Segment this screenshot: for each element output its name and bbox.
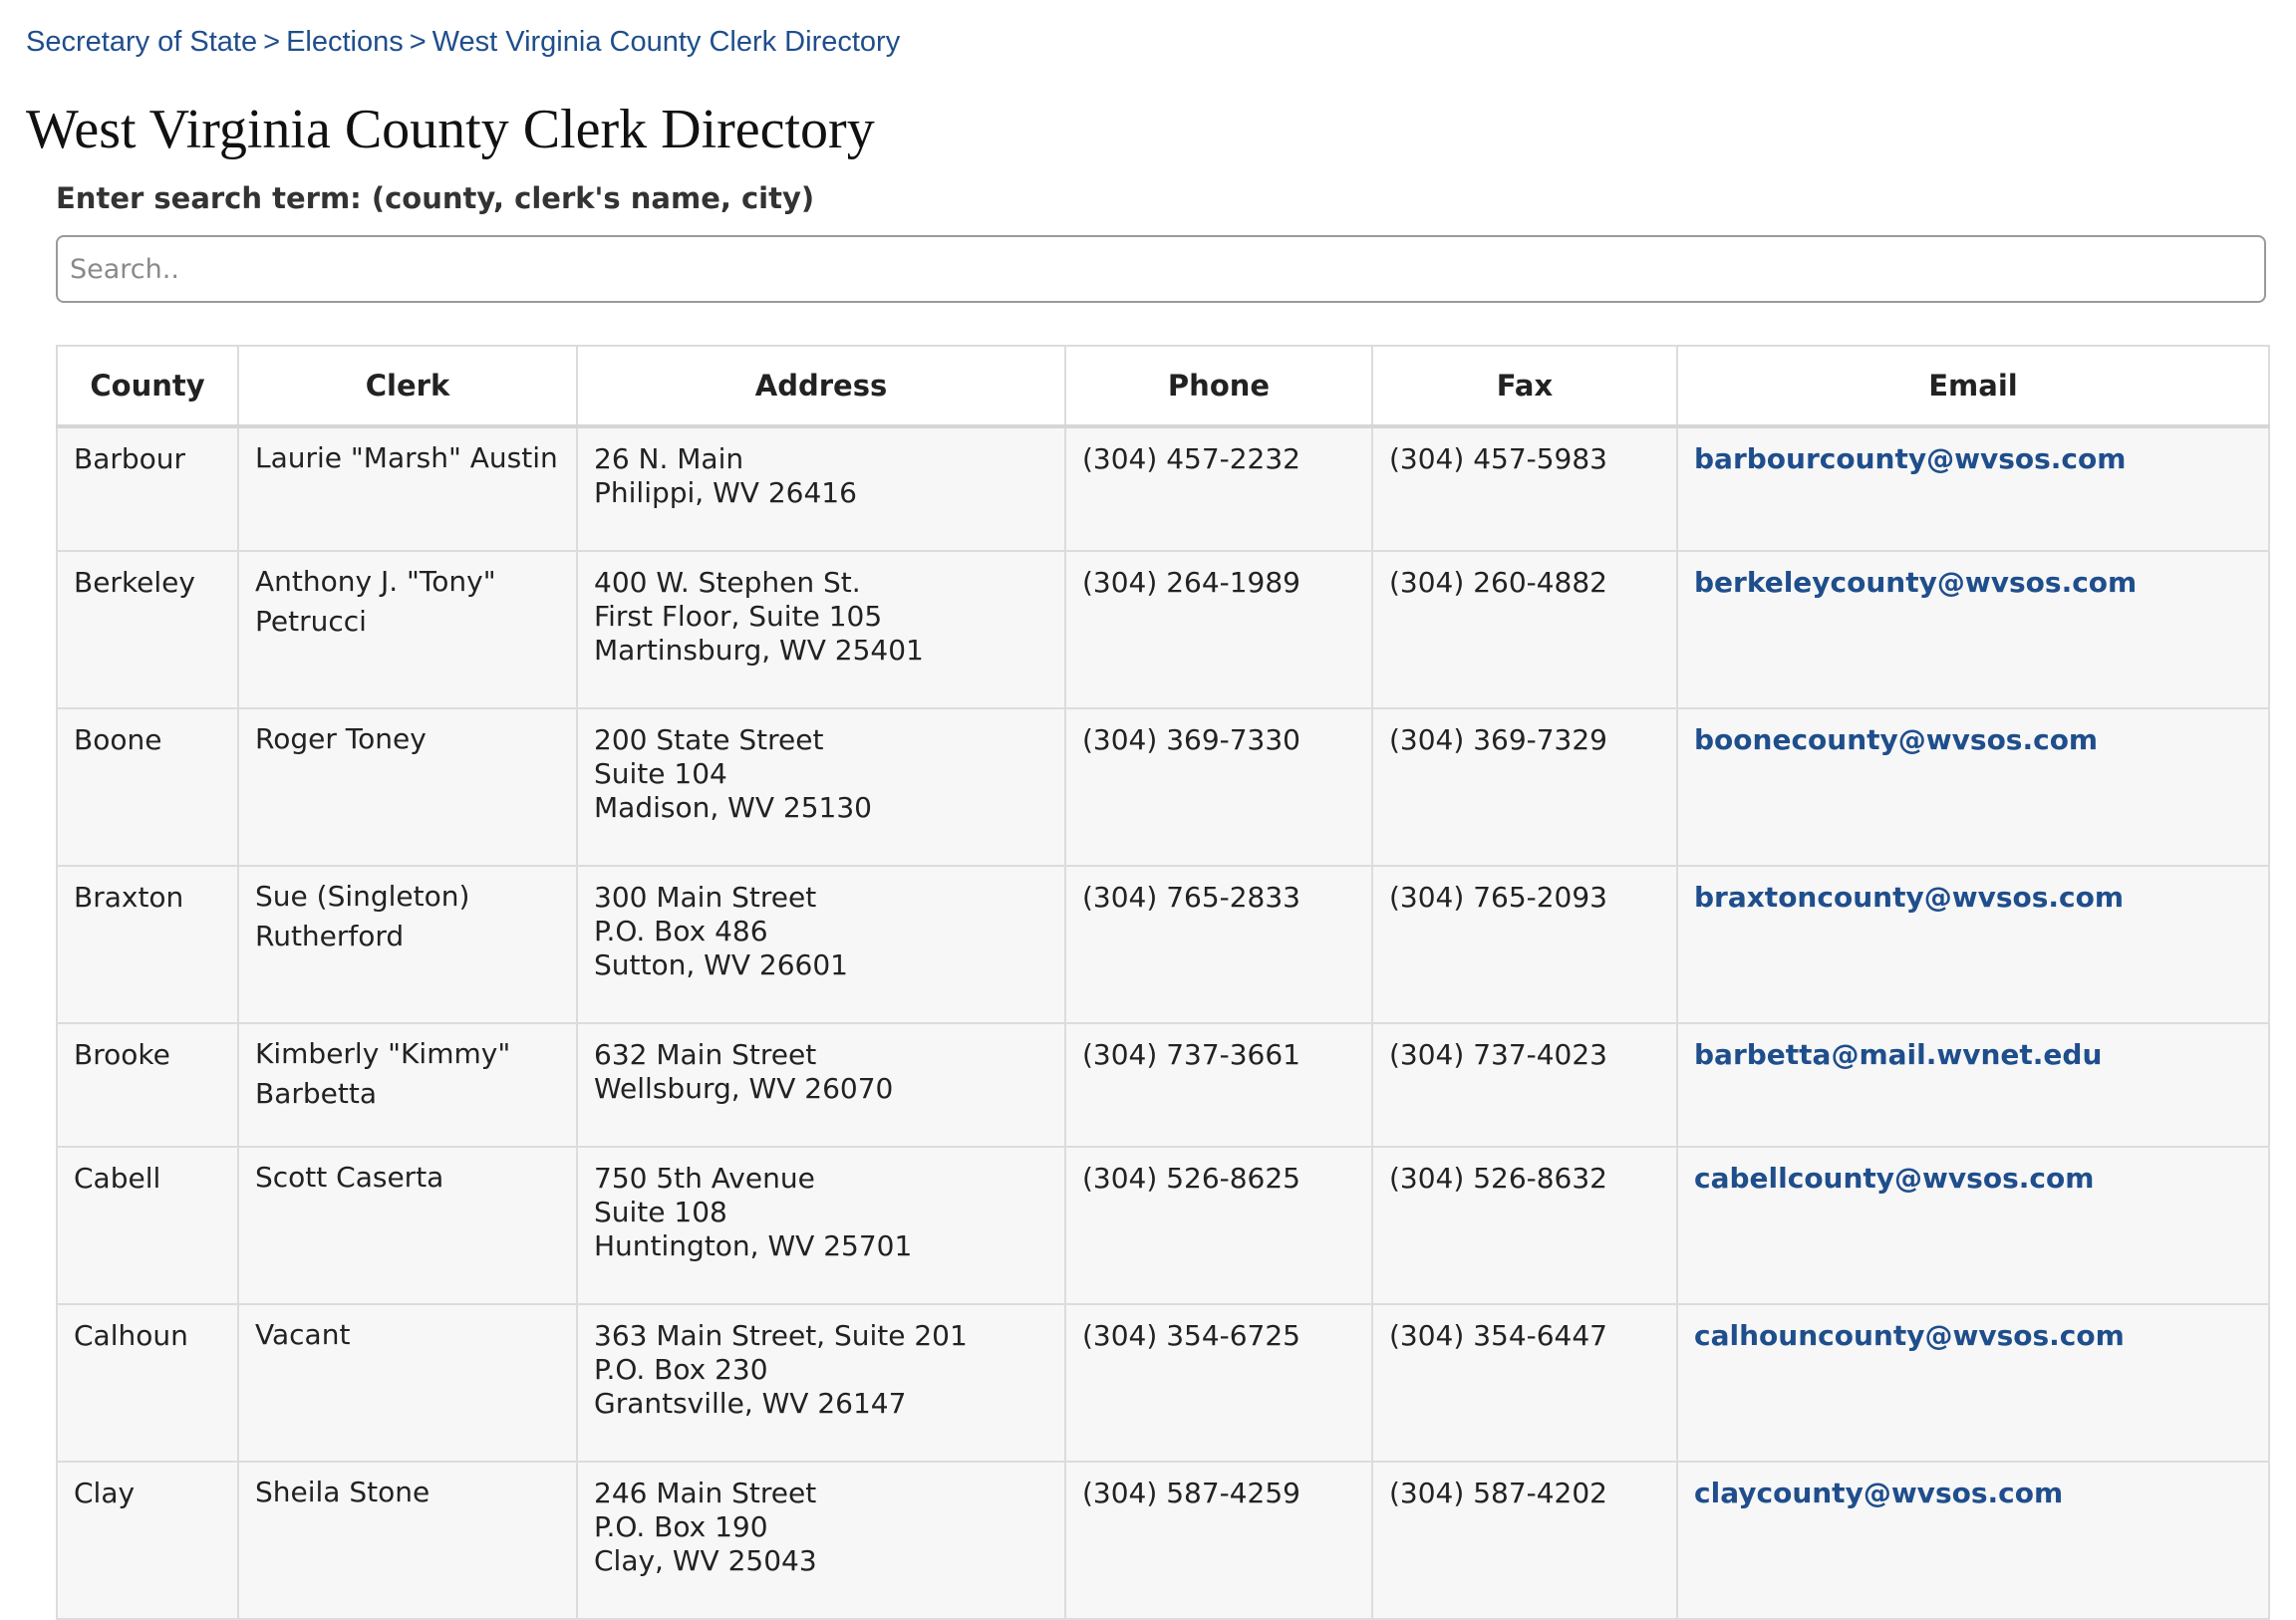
table-row bbox=[57, 866, 2269, 1023]
clerk-cell: Kimberly "Kimmy" Barbetta bbox=[238, 1023, 577, 1147]
address-line: First Floor, Suite 105 bbox=[594, 600, 883, 633]
email-link[interactable]: boonecounty@wvsos.com bbox=[1694, 723, 2099, 756]
table-row bbox=[57, 1147, 2269, 1304]
table-header-row bbox=[57, 346, 2269, 426]
breadcrumb-link-secretary-of-state[interactable]: Secretary of State bbox=[26, 26, 258, 58]
phone-cell: (304) 369-7330 bbox=[1065, 708, 1372, 866]
address-line: 632 Main Street bbox=[594, 1038, 817, 1071]
county-cell: Cabell bbox=[57, 1147, 238, 1304]
email-cell bbox=[1677, 1023, 2269, 1147]
table-row bbox=[57, 1462, 2269, 1619]
address-line: Suite 104 bbox=[594, 757, 727, 790]
email-cell bbox=[1677, 866, 2269, 1023]
phone-cell: (304) 587-4259 bbox=[1065, 1462, 1372, 1619]
breadcrumb-separator: > bbox=[409, 26, 427, 58]
county-cell: Braxton bbox=[57, 866, 238, 1023]
column-header-phone[interactable]: Phone bbox=[1065, 346, 1372, 426]
column-header-address[interactable]: Address bbox=[577, 346, 1065, 426]
address-line: P.O. Box 486 bbox=[594, 915, 768, 947]
address-line: P.O. Box 230 bbox=[594, 1353, 768, 1386]
fax-cell: (304) 354-6447 bbox=[1372, 1304, 1677, 1462]
county-cell: Calhoun bbox=[57, 1304, 238, 1462]
fax-cell: (304) 369-7329 bbox=[1372, 708, 1677, 866]
clerk-directory-table-container bbox=[56, 345, 2268, 1620]
address-line: 200 State Street bbox=[594, 723, 824, 756]
fax-cell: (304) 526-8632 bbox=[1372, 1147, 1677, 1304]
table-row bbox=[57, 551, 2269, 708]
address-cell bbox=[577, 708, 1065, 866]
email-link[interactable]: claycounty@wvsos.com bbox=[1694, 1477, 2064, 1509]
clerk-directory-table bbox=[56, 345, 2270, 1620]
phone-cell: (304) 737-3661 bbox=[1065, 1023, 1372, 1147]
address-line: Sutton, WV 26601 bbox=[594, 948, 848, 981]
search-input[interactable] bbox=[56, 235, 2266, 303]
address-line: 750 5th Avenue bbox=[594, 1162, 815, 1195]
email-cell bbox=[1677, 1304, 2269, 1462]
email-link[interactable]: calhouncounty@wvsos.com bbox=[1694, 1319, 2125, 1352]
county-cell: Clay bbox=[57, 1462, 238, 1619]
column-header-email[interactable]: Email bbox=[1677, 346, 2269, 426]
address-line: Suite 108 bbox=[594, 1196, 727, 1228]
address-cell bbox=[577, 1304, 1065, 1462]
clerk-cell: Laurie "Marsh" Austin bbox=[238, 426, 577, 551]
breadcrumb-separator: > bbox=[263, 26, 281, 58]
column-header-county[interactable]: County bbox=[57, 346, 238, 426]
page-title: West Virginia County Clerk Directory bbox=[26, 99, 875, 160]
column-header-fax[interactable]: Fax bbox=[1372, 346, 1677, 426]
address-line: 400 W. Stephen St. bbox=[594, 566, 861, 599]
email-cell bbox=[1677, 1147, 2269, 1304]
address-line: Madison, WV 25130 bbox=[594, 791, 872, 824]
address-line: 363 Main Street, Suite 201 bbox=[594, 1319, 968, 1352]
address-line: P.O. Box 190 bbox=[594, 1510, 768, 1543]
clerk-cell: Sheila Stone bbox=[238, 1462, 577, 1619]
email-cell bbox=[1677, 551, 2269, 708]
fax-cell: (304) 587-4202 bbox=[1372, 1462, 1677, 1619]
fax-cell: (304) 260-4882 bbox=[1372, 551, 1677, 708]
fax-cell: (304) 457-5983 bbox=[1372, 426, 1677, 551]
search-label: Enter search term: (county, clerk's name, city) bbox=[56, 181, 815, 215]
email-link[interactable]: barbourcounty@wvsos.com bbox=[1694, 442, 2127, 475]
address-line: 26 N. Main bbox=[594, 442, 744, 475]
clerk-cell: Scott Caserta bbox=[238, 1147, 577, 1304]
phone-cell: (304) 526-8625 bbox=[1065, 1147, 1372, 1304]
county-cell: Boone bbox=[57, 708, 238, 866]
address-cell bbox=[577, 551, 1065, 708]
address-line: Wellsburg, WV 26070 bbox=[594, 1072, 894, 1105]
email-cell bbox=[1677, 708, 2269, 866]
breadcrumb bbox=[26, 26, 900, 59]
address-cell bbox=[577, 1462, 1065, 1619]
column-header-clerk[interactable]: Clerk bbox=[238, 346, 577, 426]
address-line: Martinsburg, WV 25401 bbox=[594, 634, 924, 667]
phone-cell: (304) 457-2232 bbox=[1065, 426, 1372, 551]
county-cell: Brooke bbox=[57, 1023, 238, 1147]
breadcrumb-link-elections[interactable]: Elections bbox=[286, 26, 404, 58]
address-line: Clay, WV 25043 bbox=[594, 1544, 817, 1577]
breadcrumb-link-clerk-directory[interactable]: West Virginia County Clerk Directory bbox=[431, 26, 901, 58]
table-row bbox=[57, 1304, 2269, 1462]
address-line: Grantsville, WV 26147 bbox=[594, 1387, 907, 1420]
fax-cell: (304) 737-4023 bbox=[1372, 1023, 1677, 1147]
email-cell bbox=[1677, 1462, 2269, 1619]
address-cell bbox=[577, 866, 1065, 1023]
email-link[interactable]: braxtoncounty@wvsos.com bbox=[1694, 881, 2125, 914]
email-link[interactable]: barbetta@mail.wvnet.edu bbox=[1694, 1038, 2103, 1071]
address-line: 300 Main Street bbox=[594, 881, 817, 914]
phone-cell: (304) 354-6725 bbox=[1065, 1304, 1372, 1462]
table-row bbox=[57, 1023, 2269, 1147]
address-line: Philippi, WV 26416 bbox=[594, 476, 857, 509]
email-link[interactable]: cabellcounty@wvsos.com bbox=[1694, 1162, 2095, 1195]
county-cell: Barbour bbox=[57, 426, 238, 551]
address-cell bbox=[577, 426, 1065, 551]
clerk-cell: Sue (Singleton) Rutherford bbox=[238, 866, 577, 1023]
clerk-cell: Roger Toney bbox=[238, 708, 577, 866]
email-link[interactable]: berkeleycounty@wvsos.com bbox=[1694, 566, 2138, 599]
county-cell: Berkeley bbox=[57, 551, 238, 708]
address-line: Huntington, WV 25701 bbox=[594, 1229, 913, 1262]
address-line: 246 Main Street bbox=[594, 1477, 817, 1509]
clerk-cell: Vacant bbox=[238, 1304, 577, 1462]
table-row bbox=[57, 426, 2269, 551]
address-cell bbox=[577, 1147, 1065, 1304]
email-cell bbox=[1677, 426, 2269, 551]
table-row bbox=[57, 708, 2269, 866]
phone-cell: (304) 264-1989 bbox=[1065, 551, 1372, 708]
clerk-cell: Anthony J. "Tony" Petrucci bbox=[238, 551, 577, 708]
address-cell bbox=[577, 1023, 1065, 1147]
fax-cell: (304) 765-2093 bbox=[1372, 866, 1677, 1023]
phone-cell: (304) 765-2833 bbox=[1065, 866, 1372, 1023]
